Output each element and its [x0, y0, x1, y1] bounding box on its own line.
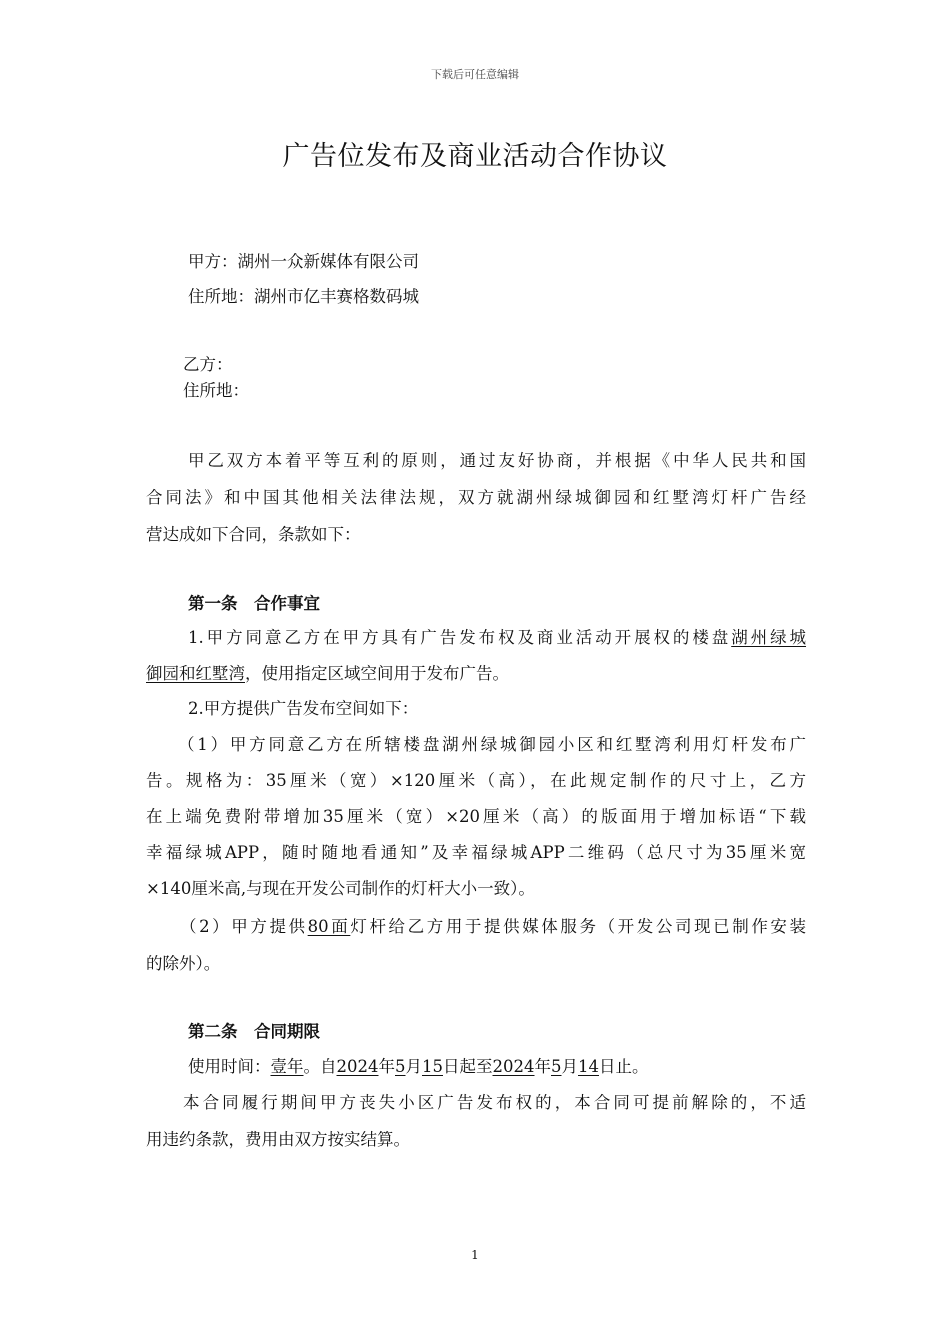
page-header-note: 下载后可任意编辑	[431, 68, 519, 81]
article-1-item1-line1: （1）甲方同意乙方在所辖楼盘湖州绿城御园小区和红墅湾利用灯杆发布广	[178, 735, 806, 754]
end-month: 5	[551, 1057, 562, 1076]
document-title: 广告位发布及商业活动合作协议	[282, 141, 668, 172]
start-day: 15	[422, 1057, 443, 1076]
article-1-item1-line3: 在上端免费附带增加35厘米（宽）×20厘米（高）的版面用于增加标语“下载	[146, 807, 806, 826]
article-2-clause-line1: 本合同履行期间甲方丧失小区广告发布权的，本合同可提前解除的，不适	[183, 1093, 806, 1112]
start-month-char: 月	[405, 1057, 422, 1076]
end-day-suffix: 日止。	[599, 1057, 649, 1076]
article-1-p1-text: 1.甲方同意乙方在甲方具有广告发布权及商业活动开展权的楼盘	[188, 628, 732, 647]
intro-line-2: 合同法》和中国其他相关法律法规，双方就湖州绿城御园和红墅湾灯杆广告经	[146, 488, 806, 507]
article-1-item2-line1	[180, 917, 806, 937]
article-1-item2-pre: （2）甲方提供	[180, 917, 308, 936]
term-label: 使用时间：	[188, 1057, 271, 1076]
term-from-text: 。自	[303, 1057, 337, 1076]
party-b-name: 乙方：	[183, 355, 233, 374]
property-name-underlined-cont: 御园和红墅湾	[146, 664, 245, 683]
contract-term-line	[188, 1057, 848, 1077]
start-year-char: 年	[378, 1057, 395, 1076]
party-b-address: 住所地：	[183, 381, 249, 400]
article-2-clause-line2: 用违约条款，费用由双方按实结算。	[146, 1130, 410, 1149]
article-1-p2: 2.甲方提供广告发布空间如下：	[188, 699, 419, 718]
article-2-heading: 第二条 合同期限	[188, 1022, 320, 1041]
end-day: 14	[578, 1057, 599, 1076]
article-1-p1-line2	[146, 664, 806, 684]
intro-line-3: 营达成如下合同，条款如下：	[146, 525, 361, 544]
party-a-address: 住所地：湖州市亿丰赛格数码城	[188, 287, 419, 306]
lamp-post-count: 80面	[307, 917, 351, 936]
intro-line-1: 甲乙双方本着平等互利的原则，通过友好协商，并根据《中华人民共和国	[188, 451, 806, 470]
article-1-item2-post: 灯杆给乙方用于提供媒体服务（开发公司现已制作安装	[350, 917, 806, 936]
start-day-suffix: 日起至	[443, 1057, 493, 1076]
property-name-underlined: 湖州绿城	[731, 628, 807, 647]
end-month-char: 月	[561, 1057, 578, 1076]
article-1-item1-line5: ×140厘米高,与现在开发公司制作的灯杆大小一致）。	[146, 879, 535, 898]
page-number: 1	[471, 1248, 479, 1262]
article-1-heading: 第一条 合作事宜	[188, 594, 320, 613]
article-1-item2-line2: 的除外）。	[146, 954, 221, 973]
end-year: 2024	[492, 1057, 535, 1076]
end-year-char: 年	[534, 1057, 551, 1076]
article-1-p1-tail: ，使用指定区域空间用于发布广告。	[245, 664, 509, 683]
article-1-item1-line2: 告。规格为：35厘米（宽）×120厘米（高），在此规定制作的尺寸上，乙方	[146, 771, 806, 790]
article-1-item1-line4: 幸福绿城APP，随时随地看通知”及幸福绿城APP二维码（总尺寸为35厘米宽	[146, 843, 806, 862]
start-year: 2024	[336, 1057, 379, 1076]
party-a-name: 甲方：湖州一众新媒体有限公司	[188, 252, 419, 271]
article-1-p1-line1	[188, 628, 806, 648]
start-month: 5	[395, 1057, 406, 1076]
term-duration: 壹年	[270, 1057, 304, 1076]
